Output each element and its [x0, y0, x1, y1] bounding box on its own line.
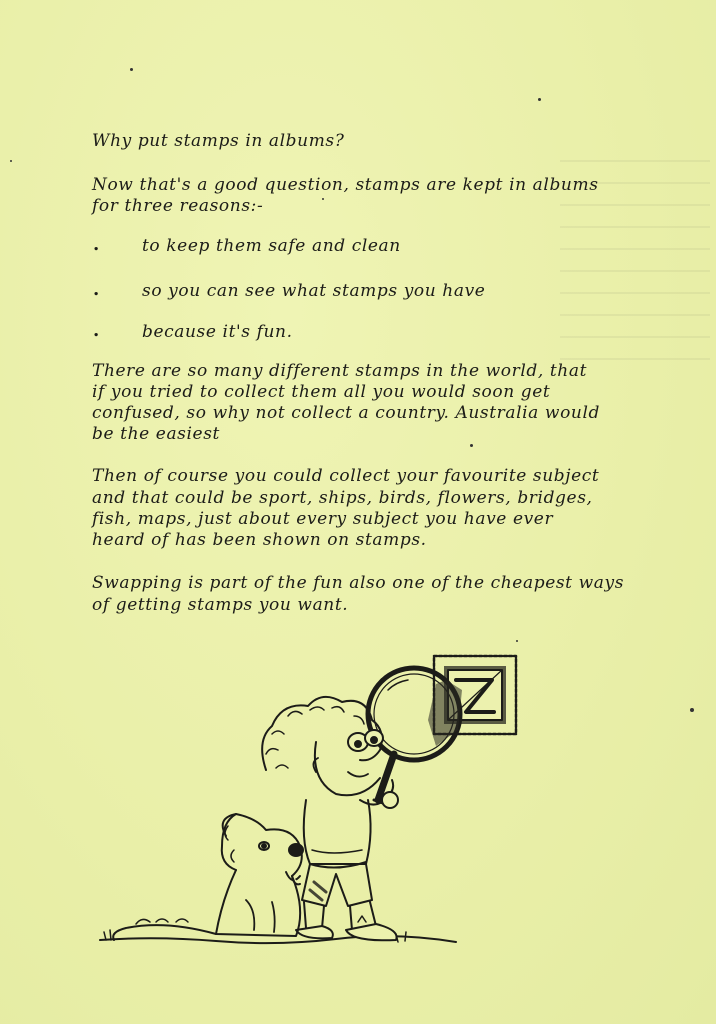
bullet-marker: .: [93, 234, 100, 255]
bullet-item: so you can see what stamps you have: [142, 281, 486, 301]
paper-speck: [690, 708, 694, 712]
paragraph-line: be the easiest: [92, 424, 220, 444]
paragraph-line: fish, maps, just about every subject you have ever: [92, 509, 554, 529]
paragraph-line: confused, so why not collect a country. Australia would: [92, 403, 600, 423]
intro-line: Now that's a good question, stamps are kept in albums: [92, 175, 599, 195]
bullet-marker: .: [93, 320, 100, 341]
paragraph-line: of getting stamps you want.: [92, 595, 349, 615]
bullet-marker: .: [93, 279, 100, 300]
paper-speck: [322, 198, 324, 200]
paragraph-line: There are so many different stamps in the world, that: [92, 361, 588, 381]
boy-with-magnifying-glass-and-dog-icon: [96, 650, 536, 950]
paragraph-line: Swapping is part of the fun also one of the cheapest ways: [92, 573, 625, 593]
dog-icon: [113, 814, 303, 940]
bullet-item: because it's fun.: [142, 322, 293, 342]
paper-speck: [538, 98, 541, 101]
paper-speck: [130, 68, 133, 71]
paper-speck: [470, 444, 473, 447]
bullet-item: to keep them safe and clean: [142, 236, 401, 256]
paragraph-line: if you tried to collect them all you would soon get: [92, 382, 551, 402]
paper-speck: [516, 640, 518, 642]
page-heading: Why put stamps in albums?: [92, 131, 345, 151]
paragraph-line: heard of has been shown on stamps.: [92, 530, 427, 550]
paragraph-line: Then of course you could collect your favourite subject: [92, 466, 600, 486]
paragraph-line: and that could be sport, ships, birds, flowers, bridges,: [92, 488, 593, 508]
intro-line: for three reasons:-: [92, 196, 264, 216]
paper-speck: [10, 160, 12, 162]
